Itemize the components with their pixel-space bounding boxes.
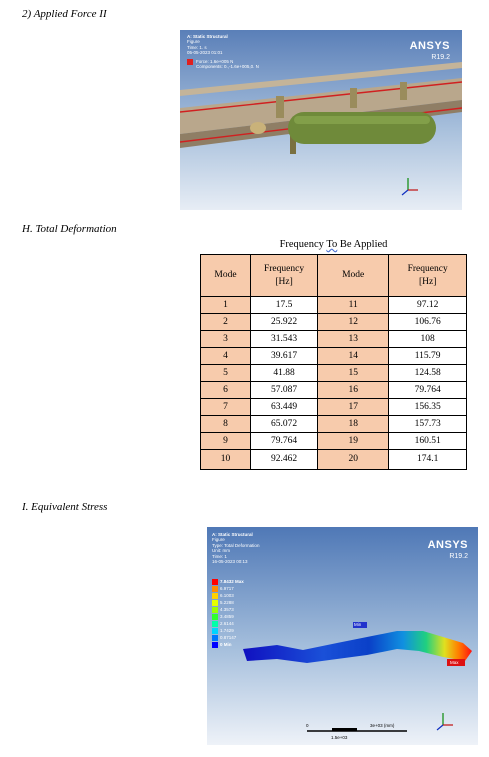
section-heading-equivalent-stress: I. Equivalent Stress (22, 501, 108, 513)
table-row: 8 65.072 18 157.73 (201, 416, 467, 433)
table-caption: Frequency To Be Applied (279, 239, 388, 250)
table-row: 4 39.617 14 115.79 (201, 348, 467, 365)
table-row: 3 31.543 13 108 (201, 331, 467, 348)
figure-header-line: Unit: mm (212, 548, 230, 554)
scale-mid-label: 1.5e+03 (331, 735, 348, 740)
table-row: 2 25.922 12 106.76 (201, 314, 467, 331)
table-header-row (201, 255, 467, 297)
deformation-legend (212, 579, 272, 659)
legend-entry: 5.2288 (216, 600, 234, 605)
scale-end-label: 3e+03 (mm) (370, 723, 395, 728)
force-legend-label: Force: 1.6e+005 N (196, 58, 234, 64)
figure-header-line: Time: 1 (212, 553, 227, 559)
table-row: 9 79.764 19 160.51 (201, 433, 467, 450)
header-frequency: Frequency [Hz] (389, 255, 467, 297)
ansys-logo: ANSYS R19.2 (427, 539, 468, 560)
figure-header-line: Time: 1. s (187, 44, 207, 50)
legend-entry: 0 Min (216, 642, 232, 647)
max-tag: Max (450, 660, 459, 665)
figure-header-line: Type: Total Deformation (212, 542, 260, 548)
table-row: 7 63.449 17 156.35 (201, 399, 467, 416)
figure-total-deformation (207, 527, 478, 745)
table-row: 10 92.462 20 174.1 (201, 450, 467, 470)
legend-entry: 6.1003 (216, 593, 234, 598)
header-mode: Mode (318, 255, 389, 297)
legend-entry: 3.4859 (216, 614, 234, 619)
legend-entry: 6.9717 (216, 586, 234, 591)
figure-header-line: Figure (212, 537, 225, 543)
force-legend-components: Components: 0.,-1.6e+005,0. N (196, 63, 259, 69)
ansys-logo: ANSYS R19.2 (409, 40, 450, 61)
frequency-table (200, 254, 467, 470)
legend-entry: 0.87147 (216, 635, 236, 640)
header-mode: Mode (201, 255, 251, 297)
section-heading-total-deformation: H. Total Deformation (22, 223, 117, 235)
table-row: 6 57.087 16 79.764 (201, 382, 467, 399)
scale-start-label: 0 (306, 723, 309, 728)
table-row: 1 17.5 11 97.12 (201, 297, 467, 314)
min-tag: Min (354, 622, 362, 627)
legend-entry: 1.7429 (216, 628, 234, 633)
figure-applied-force (180, 30, 462, 210)
legend-entry: 2.6144 (216, 621, 234, 626)
figure-header-line: A: Static Structural (187, 34, 228, 39)
figure-header-line: 05-05-2023 01:01 (187, 50, 223, 56)
figure-header-line: A: Static Structural (212, 532, 253, 537)
legend-entry: 4.3573 (216, 607, 234, 612)
table-row: 5 41.88 15 124.58 (201, 365, 467, 382)
figure-header-line: Figure (187, 39, 200, 45)
header-frequency: Frequency [Hz] (251, 255, 318, 297)
force-legend-swatch (187, 59, 193, 65)
section-heading-applied-force: 2) Applied Force II (22, 8, 107, 20)
figure-header-line: 16-05-2023 00:13 (212, 558, 248, 564)
legend-entry: 7.8432 Max (216, 579, 244, 584)
